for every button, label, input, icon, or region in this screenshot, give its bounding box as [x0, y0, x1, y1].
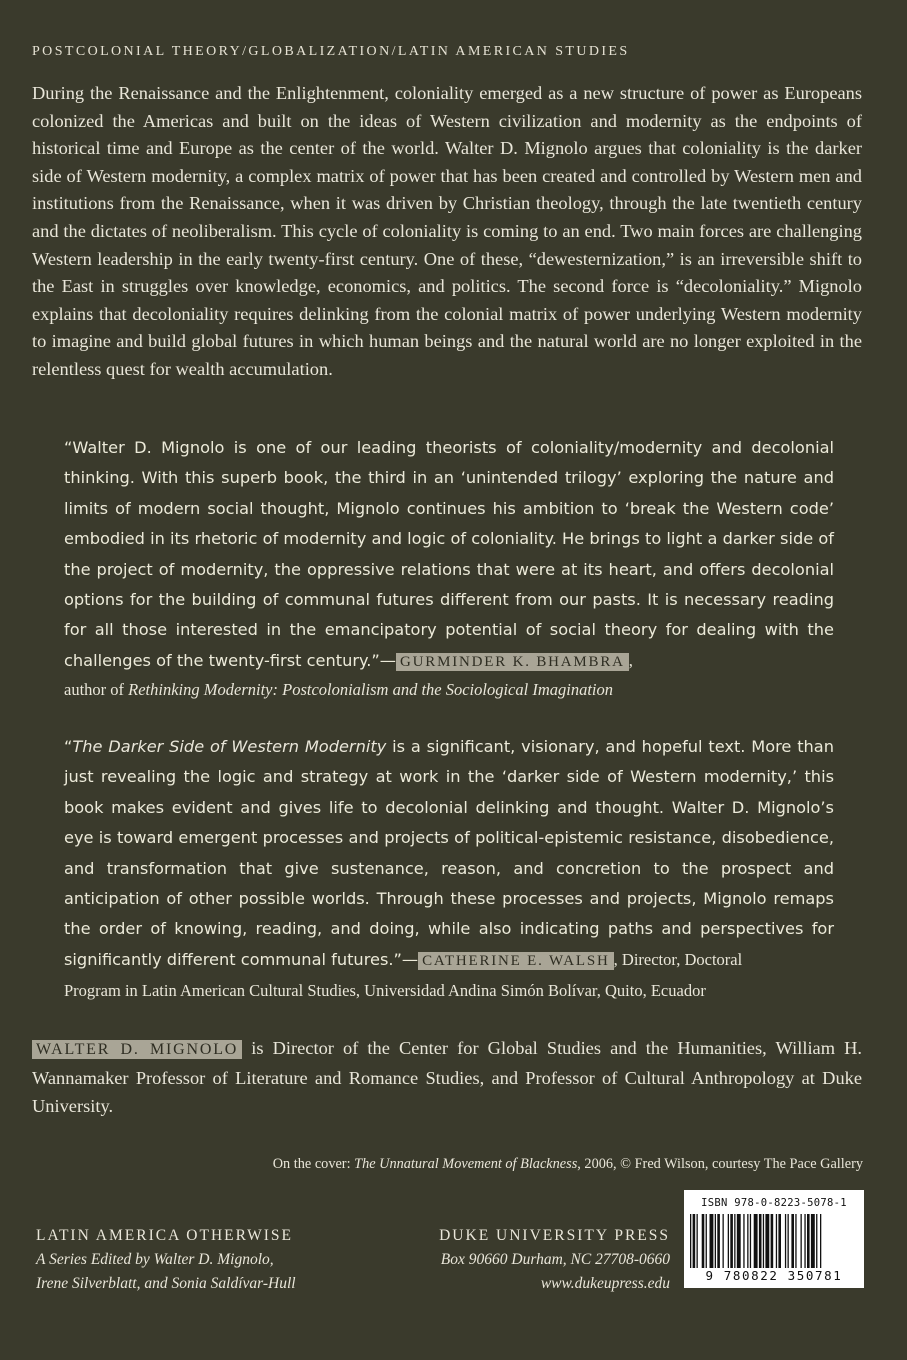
isbn-label: ISBN 978-0-8223-5078-1	[701, 1197, 847, 1209]
endorser-affiliation-start: , Director, Doctoral	[613, 949, 743, 969]
quote-open-mark: “	[64, 737, 73, 756]
series-editors-line2: Irene Silverblatt, and Sonia Saldívar-Hull	[36, 1275, 296, 1292]
barcode-bars	[690, 1214, 858, 1268]
publisher-address: Box 90660 Durham, NC 27708-0660	[440, 1251, 670, 1268]
affiliation-book-title: Rethinking Modernity: Postcolonialism and the Sociological Imagination	[128, 680, 613, 699]
endorser-name-highlight: CATHERINE E. WALSH	[418, 952, 614, 970]
endorsement-bhambra	[64, 433, 834, 677]
author-bio	[32, 1034, 862, 1120]
ean-digits: 9 780822 350781	[705, 1268, 843, 1283]
quoted-book-title: The Darker Side of Western Modernity	[72, 737, 387, 756]
isbn-barcode	[684, 1190, 864, 1288]
publisher-info	[398, 1224, 670, 1296]
endorsement-text: “Walter D. Mignolo is one of our leading theorists of coloniality/modernity and decolonial thinking. With this superb book, the third in an ‘unintended trilogy’ exploring the nature and limits of modern social thought, Mignolo continues his ambition to ‘break the Western code’ embodied in its rhetoric of modernity and logic of coloniality. He brings to light a darker side of the project of modernity, the oppressive relations that were at its heart, and offers decolonial options for the building of communal futures different from our pasts. It is necessary reading for all those interested in the emancipatory potential of social theory for dealing with the challenges of the twenty-first century.”—	[64, 438, 834, 670]
endorser-affiliation	[64, 680, 864, 700]
credit-suffix: , 2006, © Fred Wilson, courtesy The Pace Gallery	[577, 1156, 863, 1172]
publisher-url: www.dukeupress.edu	[540, 1275, 670, 1292]
subject-category: POSTCOLONIAL THEORY/GLOBALIZATION/LATIN AMERICAN STUDIES	[32, 44, 630, 59]
endorsement-walsh	[64, 732, 834, 976]
endorsement-text: is a significant, visionary, and hopeful text. More than just revealing the logic and strategy at work in the ‘darker side of Western modernity,’ this book makes evident and gives life to decolonial delinking and thought. Walter D. Mignolo’s eye is toward emergent processes and projects of political-epistemic resistance, disobedience, and transformation that give sustenance, reason, and concretion to the prospect and anticipation of other possible worlds. Through these processes and projects, Mignolo remaps the order of knowing, reading, and doing, while also indicating paths and perspectives for significantly different communal futures.”—	[64, 737, 834, 969]
series-editors-line1: A Series Edited by Walter D. Mignolo,	[36, 1251, 274, 1268]
endorser-name-highlight: GURMINDER K. BHAMBRA	[396, 653, 629, 671]
affiliation-prefix: author of	[64, 680, 129, 699]
cover-credit	[273, 1156, 863, 1173]
series-title: LATIN AMERICA OTHERWISE	[36, 1227, 293, 1244]
credit-artwork-title: The Unnatural Movement of Blackness	[354, 1156, 578, 1172]
author-bio-text: is Director of the Center for Global Studies and the Humanities, William H. Wannamaker Professor of Literature and Romance Studies, and Professor of Cultural Anthropology at Duke University.	[32, 1038, 863, 1116]
series-info	[36, 1224, 296, 1296]
publisher-name: DUKE UNIVERSITY PRESS	[439, 1227, 670, 1244]
author-name-highlight: WALTER D. MIGNOLO	[32, 1040, 242, 1059]
book-description: During the Renaissance and the Enlightenment, coloniality emerged as a new structure of power as Europeans colonized the Americas and built on the ideas of Western civilization and modernity as the endpoints of historical time and Europe as the center of the world. Walter D. Mignolo argues that coloniality is the darker side of Western modernity, a complex matrix of power that has been created and controlled by Western men and institutions from the Renaissance, when it was driven by Christian theology, through the late twentieth century and the dictates of neoliberalism. This cycle of coloniality is coming to an end. Two main forces are challenging Western leadership in the early twenty-first century. One of these, “dewesternization,” is an irreversible shift to the East in struggles over knowledge, economics, and politics. The second force is “decoloniality.” Mignolo explains that decoloniality requires delinking from the colonial matrix of power underlying Western modernity to imagine and build global futures in which human beings and the natural world are no longer exploited in the relentless quest for wealth accumulation.	[32, 83, 862, 379]
endorser-comma: ,	[628, 650, 633, 670]
endorser-affiliation-continued: Program in Latin American Cultural Studies, Universidad Andina Simón Bolívar, Quito, Ecuador	[64, 981, 706, 1000]
credit-prefix: On the cover:	[272, 1156, 355, 1172]
